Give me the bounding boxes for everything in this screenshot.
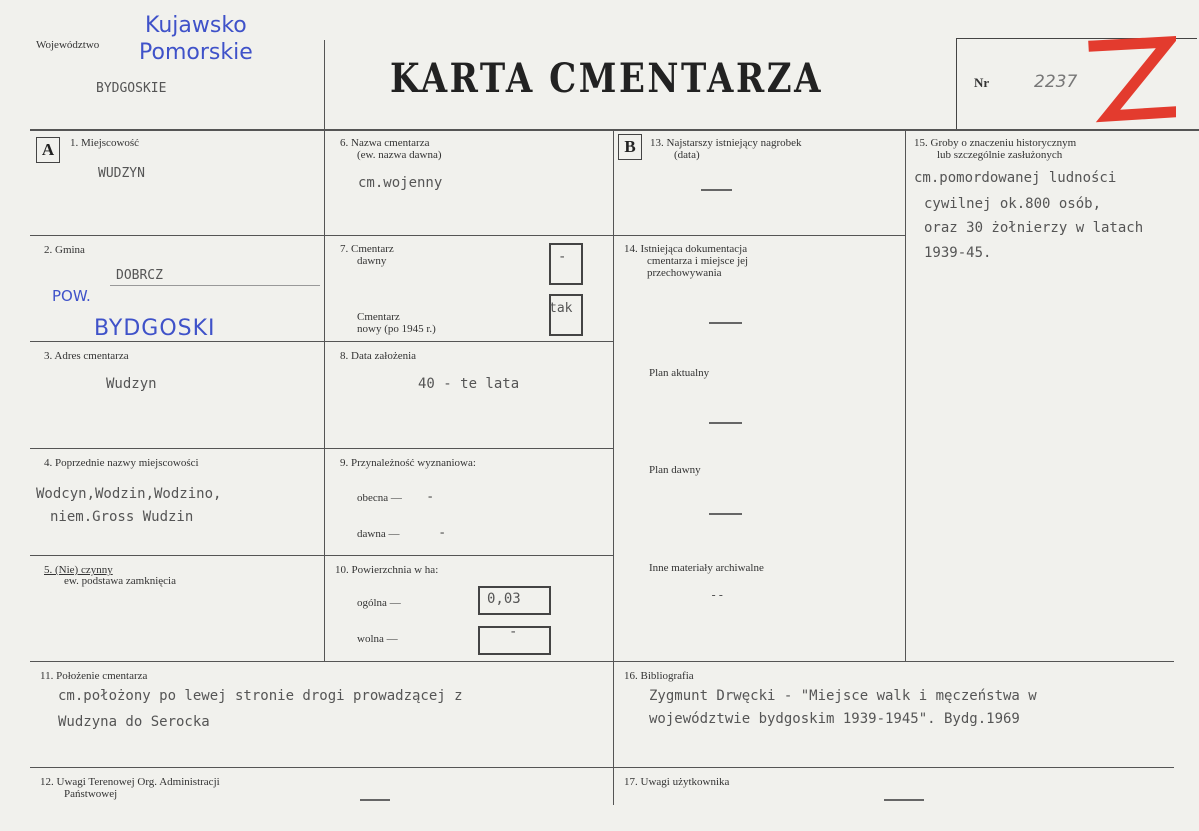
field-5-sublabel: ew. podstawa zamknięcia [64,575,176,587]
wojewodztwo-value: BYDGOSKIE [96,81,167,96]
field-7-sublabel: dawny [357,255,387,267]
row-line-5 [30,661,1174,662]
field-2-handwritten-note: POW. [52,287,91,305]
field-16-value-line1: Zygmunt Drwęcki - "Miejsce walk i męczeństwa w [649,688,1037,704]
header-divider [324,40,325,130]
plan-dawny-label: Plan dawny [649,464,701,476]
field-7-nowy-sublabel: nowy (po 1945 r.) [357,323,436,335]
field-12-label: 12. Uwagi Terenowej Org. Administracji [40,776,220,788]
field-9-dawna-label: dawna — [357,528,400,540]
field-4-value-line1: Wodcyn,Wodzin,Wodzino, [36,486,222,502]
field-11-value-line1: cm.położony po lewej stronie drogi prowadzącej z [58,688,463,704]
grid-col2-line [613,129,614,805]
field-10-label: 10. Powierzchnia w ha: [335,564,439,576]
field-14-sublabel-2: przechowywania [647,267,722,279]
field-3-label: 3. Adres cmentarza [44,350,129,362]
field-13-label: 13. Najstarszy istniejący nagrobek [650,137,802,149]
field-16-value-line2: województwie bydgoskim 1939-1945". Bydg.1969 [649,711,1020,727]
field-17-dash [884,799,924,801]
field-14-dash-1 [709,322,742,324]
field-15-value-line2: cywilnej ok.800 osób, [924,196,1102,212]
field-5-label: 5. (Nie) czynny [44,564,113,576]
field-7-dawny-value: - [558,249,567,265]
field-16-label: 16. Bibliografia [624,670,694,682]
field-9-label: 9. Przynależność wyznaniowa: [340,457,476,469]
field-2-label: 2. Gmina [44,244,85,256]
row-line-2 [30,341,614,342]
field-2-value: DOBRCZ [116,268,163,283]
field-14-sublabel-1: cmentarza i miejsce jej [647,255,749,267]
field-3-value: Wudzyn [106,376,157,392]
field-6-label: 6. Nazwa cmentarza [340,137,430,149]
field-17-label: 17. Uwagi użytkownika [624,776,730,788]
field-4-value-line2: niem.Gross Wudzin [50,509,194,525]
field-14-label: 14. Istniejąca dokumentacja [624,243,748,255]
plan-aktualny-dash [709,422,742,424]
row-line-1 [30,235,906,236]
inne-materialy-label: Inne materiały archiwalne [649,562,764,574]
field-2-underline [110,285,320,286]
wojewodztwo-handwritten-line1: Kujawsko [145,13,247,38]
field-15-value-line3: oraz 30 żołnierzy w latach [924,220,1144,236]
red-z-mark [1088,36,1176,130]
plan-aktualny-label: Plan aktualny [649,367,710,379]
field-12-dash [360,799,390,801]
field-9-dawna-value: - [440,524,445,539]
field-13-dash [701,189,732,191]
field-10-wolna-value: - [509,624,518,640]
field-11-label: 11. Położenie cmentarza [40,670,148,682]
section-b-box: B [618,134,642,160]
wojewodztwo-label: Województwo [36,39,100,51]
grid-col3-line [905,129,906,662]
number-label: Nr [974,75,990,90]
field-6-value: cm.wojenny [358,175,443,191]
field-4-label: 4. Poprzednie nazwy miejscowości [44,457,199,469]
row-line-3 [30,448,614,449]
field-9-obecna-value: - [428,488,433,503]
inne-materialy-value: -- [710,588,725,602]
field-7-label: 7. Cmentarz [340,243,394,255]
field-9-obecna-label: obecna — [357,492,402,504]
field-13-sublabel: (data) [674,149,700,161]
field-12-sublabel: Państwowej [64,788,118,800]
field-8-label: 8. Data założenia [340,350,417,362]
card-title: KARTA CMENTARZA [390,55,824,102]
row-line-4 [30,555,614,556]
field-1-value: WUDZYN [98,166,145,181]
field-10-wolna-label: wolna — [357,633,398,645]
field-15-label: 15. Groby o znaczeniu historycznym [914,137,1077,149]
field-1-label: 1. Miejscowość [70,137,140,149]
field-15-value-line1: cm.pomordowanej ludności [914,170,1117,186]
field-10-ogolna-label: ogólna — [357,597,401,609]
field-7-nowy-label: Cmentarz [357,311,400,323]
row-line-6 [30,767,1174,768]
number-value: 2237 [1034,72,1078,92]
field-7-nowy-value: tak [549,301,573,316]
field-8-value: 40 - te lata [418,376,520,392]
grid-top-line [30,129,1199,131]
field-15-value-line4: 1939-45. [924,245,992,261]
wojewodztwo-handwritten-line2: Pomorskie [139,40,253,65]
field-15-sublabel: lub szczególnie zasłużonych [937,149,1063,161]
field-2-handwritten-value: BYDGOSKI [94,316,216,341]
field-11-value-line2: Wudzyna do Serocka [58,714,210,730]
field-6-sublabel: (ew. nazwa dawna) [357,149,442,161]
grid-col1-line [324,129,325,662]
section-a-box: A [36,137,60,163]
plan-dawny-dash [709,513,742,515]
field-10-ogolna-value: 0,03 [487,591,521,607]
